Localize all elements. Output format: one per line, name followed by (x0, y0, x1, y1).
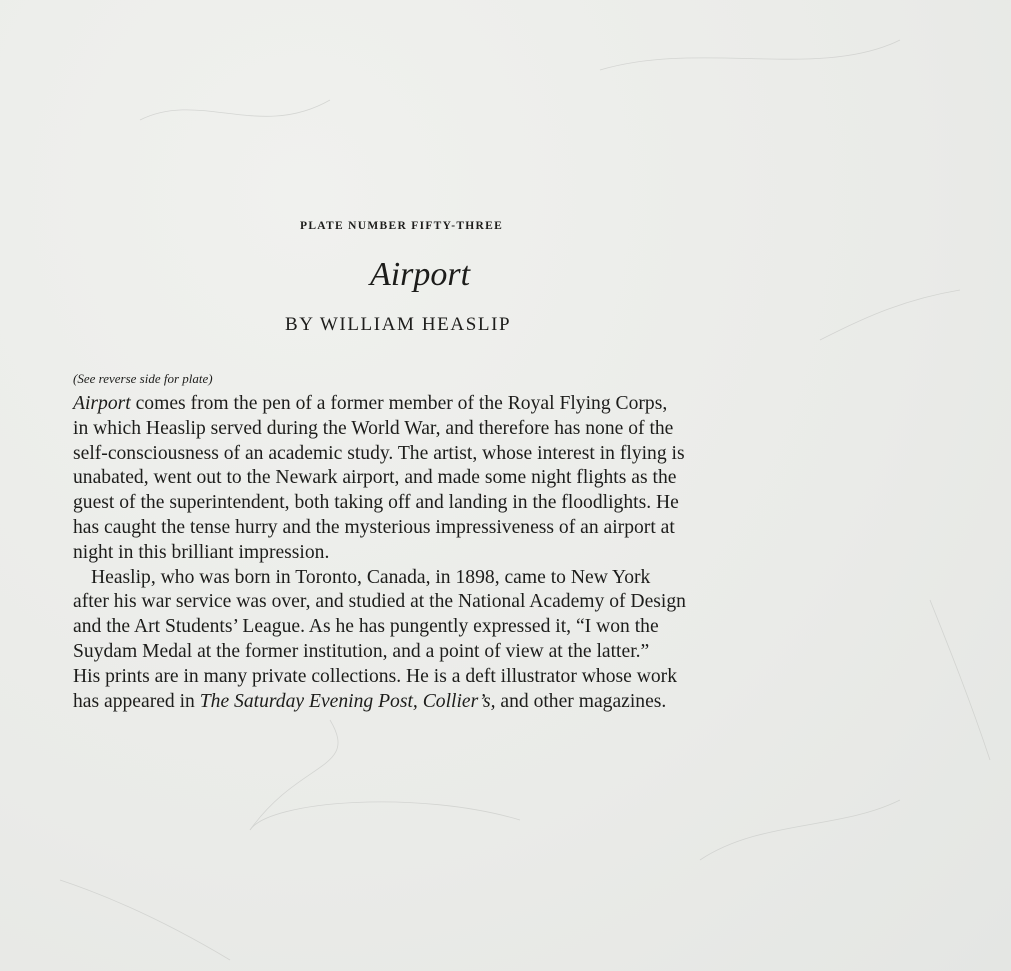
artwork-title-italic: Airport (73, 393, 131, 414)
paragraph2-line: and the Art Students’ League. As he has pungently expressed it, “I won the (73, 616, 659, 638)
paragraph1-line: in which Heaslip served during the World War, and therefore has none of the (73, 417, 674, 439)
paragraph2-line: His prints are in many private collections. He is a deft illustrator whose work (73, 665, 677, 687)
paragraph2-line: after his war service was over, and studied at the National Academy of Design (73, 591, 686, 613)
artist-byline: BY WILLIAM HEASLIP (285, 314, 512, 335)
paragraph2-line (73, 690, 778, 715)
reverse-side-note: (See reverse side for plate) (73, 371, 213, 386)
description-text (73, 392, 778, 714)
paragraph1-line: guest of the superintendent, both taking off and landing in the floodlights. He (73, 492, 679, 514)
text-span: comes from the pen of a former member of the Royal Flying Corps, (130, 393, 668, 414)
paragraph2-line: Suydam Medal at the former institution, and a point of view at the latter.” (73, 640, 650, 662)
paragraph2-line: Heaslip, who was born in Toronto, Canada, in 1898, came to New York (91, 566, 651, 588)
plate-number: PLATE NUMBER FIFTY-THREE (300, 220, 504, 232)
paragraph1-line: unabated, went out to the Newark airport, and made some night flights as the (73, 467, 677, 489)
paragraph1-line: night in this brilliant impression. (73, 541, 330, 563)
plate-title: Airport (369, 256, 471, 293)
text-span: and other magazines. (495, 690, 667, 712)
paragraph1-line: has caught the tense hurry and the mysterious impressiveness of an airport at (73, 516, 675, 538)
paragraph1-line: self-consciousness of an academic study. The artist, whose interest in flying is (73, 442, 685, 464)
paragraph1-line (73, 392, 778, 417)
text-span: has appeared in (73, 690, 200, 712)
magazine-titles-italic: The Saturday Evening Post, Collier’s, (199, 690, 496, 712)
